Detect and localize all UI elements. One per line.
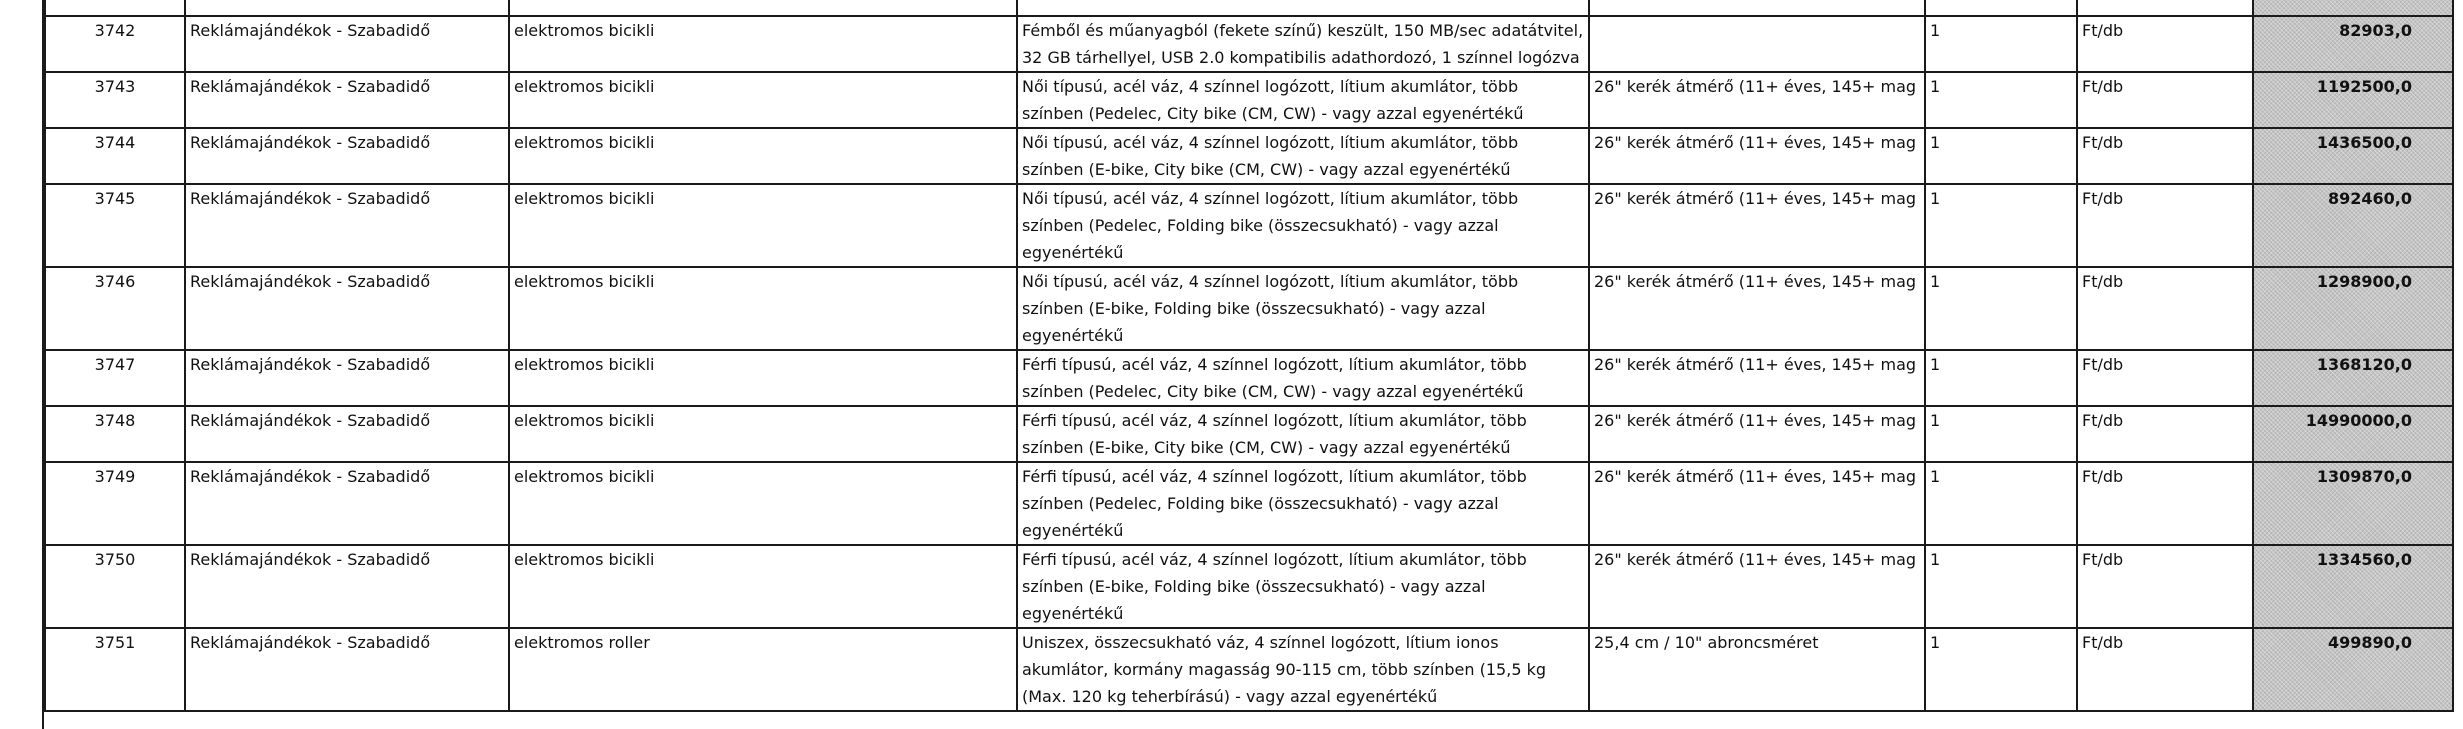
cell-id: 3742 — [45, 16, 185, 72]
cell-size: 26" kerék átmérő (11+ éves, 145+ mag — [1589, 462, 1925, 545]
table-row — [45, 350, 2453, 406]
cell-category: Reklámajándékok - Szabadidő — [185, 128, 509, 184]
cell-item: elektromos bicikli — [509, 462, 1017, 545]
cell-item: elektromos bicikli — [509, 267, 1017, 350]
cell-price: 1192500,0 — [2253, 72, 2453, 128]
sheet-left-margin — [0, 0, 44, 729]
cell-qty: 1 — [1925, 16, 2077, 72]
cell-unit: Ft/db — [2077, 406, 2253, 462]
cell-id: 3751 — [45, 628, 185, 711]
table-row — [45, 72, 2453, 128]
cell-empty — [1925, 0, 2077, 16]
cell-id: 3746 — [45, 267, 185, 350]
cell-item: elektromos bicikli — [509, 406, 1017, 462]
cell-price: 499890,0 — [2253, 628, 2453, 711]
cell-qty: 1 — [1925, 628, 2077, 711]
cell-unit: Ft/db — [2077, 128, 2253, 184]
cell-qty: 1 — [1925, 462, 2077, 545]
cell-description: Uniszex, összecsukható váz, 4 színnel logózott, lítium ionos akumlátor, kormány magasság 90-115 cm, több színben (15,5 kg (Max. 120 kg teherbírású) - vagy azzal egyenértékű — [1017, 628, 1589, 711]
table-row — [45, 462, 2453, 545]
cell-item: elektromos bicikli — [509, 545, 1017, 628]
cell-empty-price — [2253, 0, 2453, 16]
cell-unit: Ft/db — [2077, 16, 2253, 72]
cell-price: 1368120,0 — [2253, 350, 2453, 406]
cell-size: 26" kerék átmérő (11+ éves, 145+ mag — [1589, 72, 1925, 128]
cell-description: Férfi típusú, acél váz, 4 színnel logózott, lítium akumlátor, több színben (Pedelec, Folding bike (összecsukható) - vagy azzal egyenértékű — [1017, 462, 1589, 545]
cell-item: elektromos bicikli — [509, 16, 1017, 72]
cell-price: 82903,0 — [2253, 16, 2453, 72]
cell-qty: 1 — [1925, 128, 2077, 184]
cell-size: 25,4 cm / 10" abroncsméret — [1589, 628, 1925, 711]
cell-empty — [1589, 0, 1925, 16]
cell-id: 3750 — [45, 545, 185, 628]
cell-category: Reklámajándékok - Szabadidő — [185, 72, 509, 128]
cell-item: elektromos bicikli — [509, 184, 1017, 267]
cell-unit: Ft/db — [2077, 545, 2253, 628]
cell-price: 892460,0 — [2253, 184, 2453, 267]
cell-unit: Ft/db — [2077, 267, 2253, 350]
cell-price: 1309870,0 — [2253, 462, 2453, 545]
table-row-clipped — [45, 0, 2453, 16]
table-row — [45, 16, 2453, 72]
cell-size: 26" kerék átmérő (11+ éves, 145+ mag — [1589, 184, 1925, 267]
cell-description: Női típusú, acél váz, 4 színnel logózott, lítium akumlátor, több színben (Pedelec, Folding bike (összecsukható) - vagy azzal egyenértékű — [1017, 184, 1589, 267]
cell-empty — [2077, 0, 2253, 16]
cell-description: Női típusú, acél váz, 4 színnel logózott, lítium akumlátor, több színben (E-bike, Folding bike (összecsukható) - vagy azzal egyenértékű — [1017, 267, 1589, 350]
cell-empty — [509, 0, 1017, 16]
cell-qty: 1 — [1925, 545, 2077, 628]
cell-empty — [45, 0, 185, 16]
cell-unit: Ft/db — [2077, 350, 2253, 406]
cell-size: 26" kerék átmérő (11+ éves, 145+ mag — [1589, 350, 1925, 406]
cell-category: Reklámajándékok - Szabadidő — [185, 462, 509, 545]
cell-id: 3744 — [45, 128, 185, 184]
cell-size: 26" kerék átmérő (11+ éves, 145+ mag — [1589, 406, 1925, 462]
cell-item: elektromos roller — [509, 628, 1017, 711]
cell-category: Reklámajándékok - Szabadidő — [185, 628, 509, 711]
cell-unit: Ft/db — [2077, 628, 2253, 711]
cell-category: Reklámajándékok - Szabadidő — [185, 184, 509, 267]
cell-price: 1436500,0 — [2253, 128, 2453, 184]
cell-item: elektromos bicikli — [509, 72, 1017, 128]
cell-id: 3745 — [45, 184, 185, 267]
cell-unit: Ft/db — [2077, 184, 2253, 267]
cell-price: 1334560,0 — [2253, 545, 2453, 628]
cell-description: Férfi típusú, acél váz, 4 színnel logózott, lítium akumlátor, több színben (Pedelec, City bike (CM, CW) - vagy azzal egyenértékű — [1017, 350, 1589, 406]
price-table — [44, 0, 2454, 712]
cell-item: elektromos bicikli — [509, 128, 1017, 184]
cell-category: Reklámajándékok - Szabadidő — [185, 350, 509, 406]
cell-qty: 1 — [1925, 184, 2077, 267]
cell-description: Női típusú, acél váz, 4 színnel logózott, lítium akumlátor, több színben (E-bike, City bike (CM, CW) - vagy azzal egyenértékű — [1017, 128, 1589, 184]
cell-top-fragment — [1017, 0, 1589, 16]
cell-id: 3743 — [45, 72, 185, 128]
cell-price: 14990000,0 — [2253, 406, 2453, 462]
cell-qty: 1 — [1925, 350, 2077, 406]
table-row — [45, 267, 2453, 350]
cell-size: 26" kerék átmérő (11+ éves, 145+ mag — [1589, 267, 1925, 350]
cell-qty: 1 — [1925, 72, 2077, 128]
cell-price: 1298900,0 — [2253, 267, 2453, 350]
cell-size: 26" kerék átmérő (11+ éves, 145+ mag — [1589, 545, 1925, 628]
cell-category: Reklámajándékok - Szabadidő — [185, 545, 509, 628]
cell-category: Reklámajándékok - Szabadidő — [185, 406, 509, 462]
cell-size — [1589, 16, 1925, 72]
cell-unit: Ft/db — [2077, 462, 2253, 545]
cell-description: Női típusú, acél váz, 4 színnel logózott, lítium akumlátor, több színben (Pedelec, City bike (CM, CW) - vagy azzal egyenértékű — [1017, 72, 1589, 128]
table-body — [45, 0, 2453, 711]
cell-id: 3748 — [45, 406, 185, 462]
cell-description: Férfi típusú, acél váz, 4 színnel logózott, lítium akumlátor, több színben (E-bike, Folding bike (összecsukható) - vagy azzal egyenértékű — [1017, 545, 1589, 628]
cell-id: 3747 — [45, 350, 185, 406]
cell-unit: Ft/db — [2077, 72, 2253, 128]
cell-item: elektromos bicikli — [509, 350, 1017, 406]
table-row — [45, 545, 2453, 628]
cell-description: Fémből és műanyagból (fekete színű) keszült, 150 MB/sec adatátvitel, 32 GB tárhellyel, USB 2.0 kompatibilis adathordozó, 1 színnel logózva — [1017, 16, 1589, 72]
cell-qty: 1 — [1925, 406, 2077, 462]
table-row — [45, 184, 2453, 267]
cell-category: Reklámajándékok - Szabadidő — [185, 267, 509, 350]
table-row — [45, 628, 2453, 711]
cell-size: 26" kerék átmérő (11+ éves, 145+ mag — [1589, 128, 1925, 184]
cell-id: 3749 — [45, 462, 185, 545]
table-row — [45, 128, 2453, 184]
cell-description: Férfi típusú, acél váz, 4 színnel logózott, lítium akumlátor, több színben (E-bike, City bike (CM, CW) - vagy azzal egyenértékű — [1017, 406, 1589, 462]
cell-category: Reklámajándékok - Szabadidő — [185, 16, 509, 72]
cell-empty — [185, 0, 509, 16]
cell-qty: 1 — [1925, 267, 2077, 350]
table-row — [45, 406, 2453, 462]
